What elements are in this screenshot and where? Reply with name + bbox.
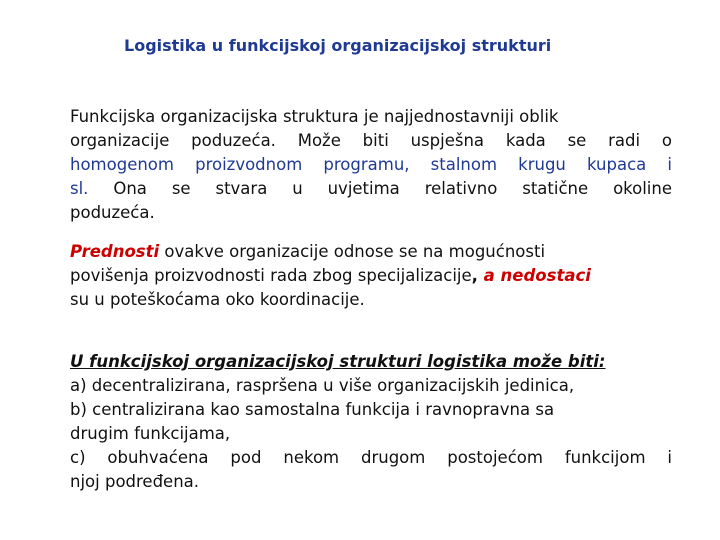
page-title: Logistika u funkcijskoj organizacijskoj strukturi <box>124 36 552 55</box>
option-a: a) decentralizirana, raspršena u više organizacijskih jedinica, <box>70 376 575 395</box>
options-heading: U funkcijskoj organizacijskoj strukturi logistika može biti: <box>70 352 606 371</box>
intro-line-4-abbrev: sl. <box>70 179 89 198</box>
intro-line-4 <box>70 177 672 201</box>
pros-line-3: su u poteškoćama oko koordinacije. <box>70 290 365 309</box>
option-c-line-1: c) obuhvaćena pod nekom drugom postojećom funkcijom i <box>70 448 672 467</box>
intro-line-1: Funkcijska organizacijska struktura je najjednostavniji oblik <box>70 107 559 126</box>
intro-line-5: poduzeća. <box>70 203 155 222</box>
pros-line-1-text: ovakve organizacije odnose se na mogućnosti <box>164 242 546 261</box>
option-c-line-2: njoj podređena. <box>70 472 200 491</box>
pros-line-1 <box>70 240 672 264</box>
paragraph-pros-cons <box>70 240 672 312</box>
pros-line-2-text: povišenja proizvodnosti rada zbog specijalizacije <box>70 266 472 285</box>
nedostaci-label: a nedostaci <box>483 266 591 285</box>
option-b-line-1: b) centralizirana kao samostalna funkcija i ravnopravna sa <box>70 400 555 419</box>
pros-line-2 <box>70 264 672 288</box>
intro-line-2: organizacije poduzeća. Može biti uspješna kada se radi o <box>70 131 672 150</box>
intro-line-4-text: Ona se stvara u uvjetima relativno statične okoline <box>113 179 672 198</box>
paragraph-logistics-options <box>70 350 672 494</box>
paragraph-intro <box>70 105 672 225</box>
prednosti-label: Prednosti <box>70 242 160 261</box>
option-b-line-2: drugim funkcijama, <box>70 424 231 443</box>
intro-line-3: homogenom proizvodnom programu, stalnom krugu kupaca i <box>70 155 672 174</box>
pros-line-2-comma: , <box>471 266 484 285</box>
